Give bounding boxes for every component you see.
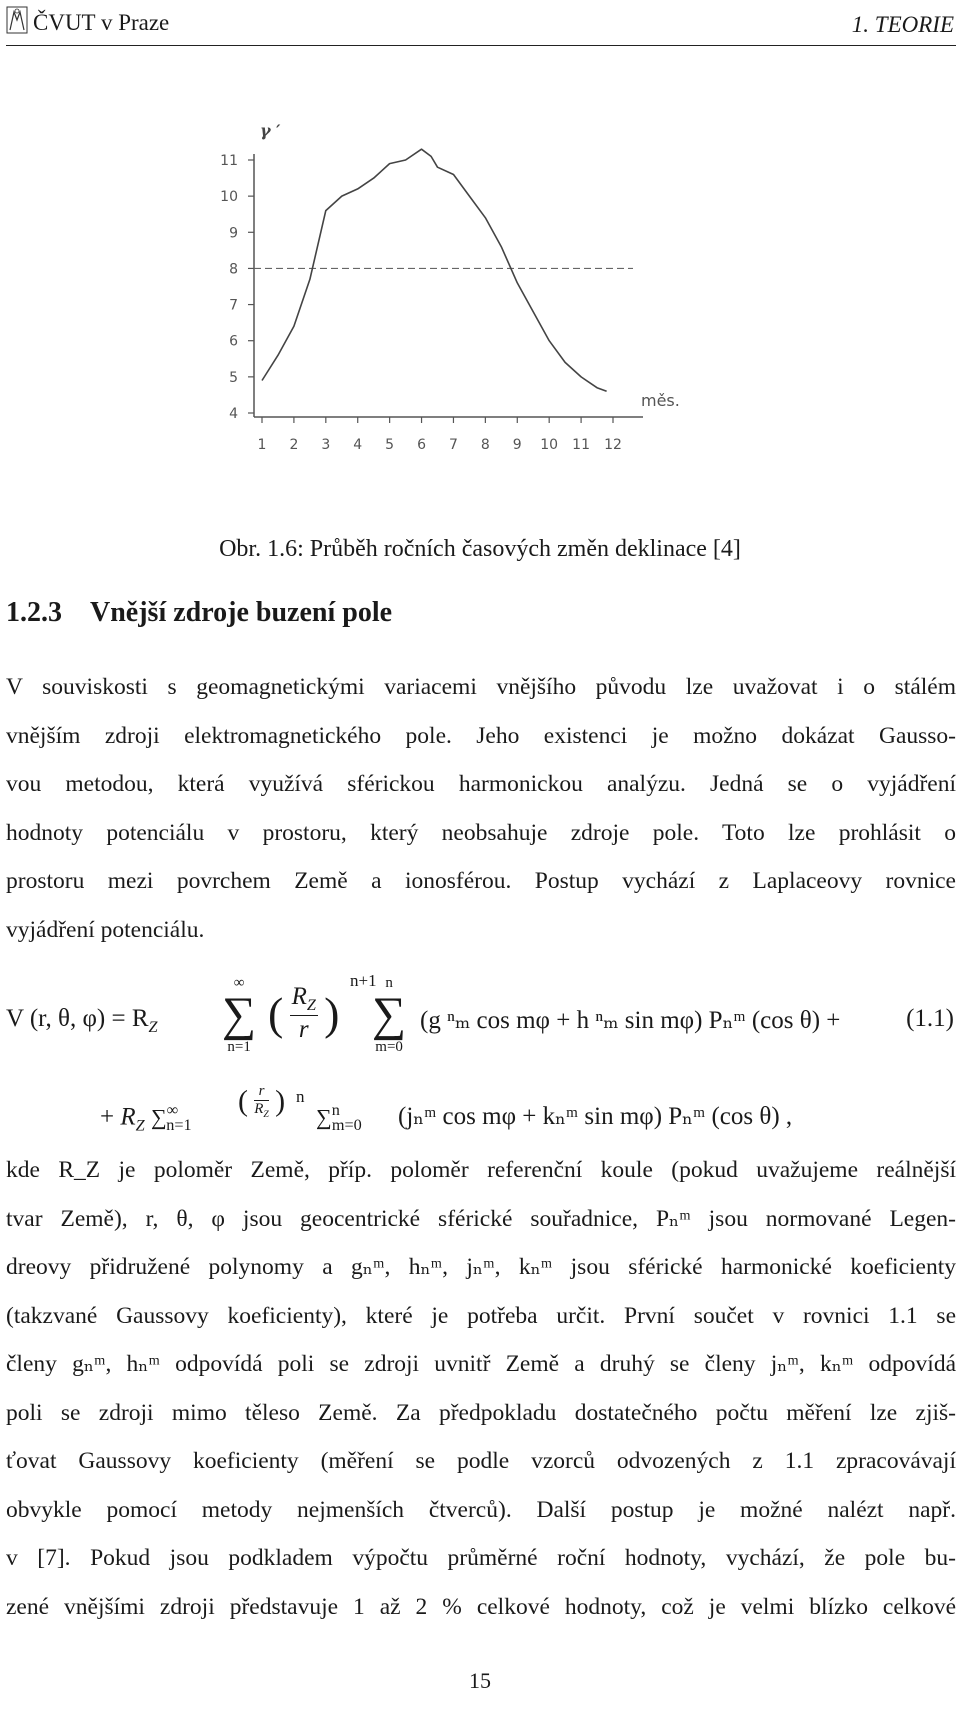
x-tick-label: 9 <box>512 437 522 453</box>
equation-rhs-1: (g ⁿₘ cos mφ + h ⁿₘ sin mφ) Pₙᵐ (cos θ) + <box>420 1007 841 1034</box>
header-rule <box>6 45 956 46</box>
figure-caption <box>0 536 960 563</box>
paragraph-line: ťovat Gaussovy koeficienty (měření se podle vzorců odvozených z 1.1 zpracovávají <box>6 1448 956 1474</box>
x-axis-label: měs. <box>641 391 680 410</box>
header-institution: ČVUT v Praze <box>33 10 170 35</box>
section-title: Vnější zdroje buzení pole <box>90 597 393 628</box>
sum-n: ∞ ∑ n=1 <box>222 975 257 1055</box>
header-chapter: 1. TEORIE <box>851 12 954 37</box>
sum-m: n ∑ m=0 <box>372 975 407 1055</box>
university-logo-icon <box>6 6 28 34</box>
paragraph-line: poli se zdroji mimo těleso Země. Za předpokladu dostatečného počtu měření lze zjiš- <box>6 1399 956 1426</box>
y-tick-label: 6 <box>229 333 238 350</box>
caption-text: Průběh ročních časových změn deklinace [4] <box>309 536 741 562</box>
paragraph-line: dreovy přidružené polynomy a gₙᵐ, hₙᵐ, jₙᵐ, kₙᵐ jsou sférické harmonické koeficienty <box>6 1254 956 1280</box>
paragraph-2 <box>6 1146 956 1631</box>
paragraph-line: (takzvané Gaussovy koeficienty), které je potřeba určit. První součet v rovnici 1.1 se <box>6 1302 956 1329</box>
section-heading <box>6 597 392 629</box>
x-tick-label: 2 <box>289 437 299 453</box>
chart-svg <box>0 100 960 460</box>
power-n1: n+1 <box>350 971 377 990</box>
y-axis-label: γ ′ <box>260 121 281 140</box>
x-tick-label: 8 <box>480 437 490 453</box>
sum-m-inline: ∑$^n_{m=0}$ <box>316 1101 362 1135</box>
paragraph-line: zené vnějšími zdroji představuje 1 až 2 % celkové hodnoty, což je velmi blízko celkové <box>6 1593 956 1620</box>
fraction-rz-r: ( $\frac{R_Z}{r}$ ) <box>268 983 340 1043</box>
y-tick-label: 11 <box>220 153 238 169</box>
x-tick-label: 12 <box>604 437 622 453</box>
x-tick-label: 7 <box>448 437 458 453</box>
paragraph-line: V souviskosti s geomagnetickými variacemi vnějšího původu lze uvažovat i o stálém <box>6 674 956 700</box>
y-tick-label: 10 <box>220 189 238 206</box>
paragraph-line: hodnoty potenciálu v prostoru, který neobsahuje zdroje pole. Toto lze prohlásit o <box>6 819 956 846</box>
x-tick-label: 5 <box>385 437 395 453</box>
x-tick-label: 1 <box>257 437 267 453</box>
page-header <box>6 0 956 50</box>
caption-label: Obr. 1.6: <box>219 536 304 562</box>
declination-chart <box>0 100 960 460</box>
y-tick-label: 5 <box>229 369 238 386</box>
paragraph-line: členy gₙᵐ, hₙᵐ odpovídá poli se zdroji uvnitř Země a druhý se členy jₙᵐ, kₙᵐ odpovídá <box>6 1351 956 1377</box>
section-number: 1.2.3 <box>6 597 62 628</box>
paragraph-line: prostoru mezi povrchem Země a ionosférou. Postup vychází z Laplaceovy rovnice <box>6 868 956 894</box>
equation-number: (1.1) <box>906 1005 954 1032</box>
x-tick-label: 10 <box>540 437 559 453</box>
paragraph-line: kde R_Z je poloměr Země, příp. poloměr referenční koule (pokud uvažujeme reálnější <box>6 1157 956 1183</box>
equation-rhs-2: (jₙᵐ cos mφ + kₙᵐ sin mφ) Pₙᵐ (cos θ) , <box>398 1103 793 1130</box>
page-number: 15 <box>469 1668 491 1693</box>
paragraph-1 <box>6 663 956 954</box>
paragraph-line: vyjádření potenciálu. <box>6 916 205 943</box>
fraction-r-rz: ( $\frac{r}{R_Z}$ ) <box>238 1083 286 1120</box>
paragraph-line: tvar Země), r, θ, φ jsou geocentrické sférické souřadnice, Pₙᵐ jsou normované Legen- <box>6 1205 956 1232</box>
paragraph-line: vnějším zdroji elektromagnetického pole. Jeho existenci je možno dokázat Gausso- <box>6 722 956 749</box>
y-tick-label: 7 <box>229 297 238 314</box>
y-tick-label: 4 <box>229 406 238 422</box>
y-tick-label: 8 <box>229 261 238 278</box>
paragraph-line: obvykle pomocí metody nejmenších čtverců). Další postup je možné nalézt např. <box>6 1496 956 1523</box>
y-tick-label: 9 <box>229 225 238 242</box>
x-tick-label: 11 <box>572 437 591 453</box>
equation-lhs: V (r, θ, $\varphi) = R_Z$ <box>6 1005 158 1036</box>
sum-symbol: ∑ <box>222 988 257 1041</box>
paragraph-line: v [7]. Pokud jsou podkladem výpočtu průměrné roční hodnoty, vychází, že pole bu- <box>6 1545 956 1571</box>
x-tick-label: 3 <box>321 437 331 453</box>
series-line <box>262 149 607 391</box>
paragraph-line: vou metodou, která využívá sférickou harmonickou analýzu. Jedná se o vyjádření <box>6 771 956 797</box>
x-tick-label: 4 <box>353 437 363 453</box>
x-tick-label: 6 <box>417 437 427 453</box>
